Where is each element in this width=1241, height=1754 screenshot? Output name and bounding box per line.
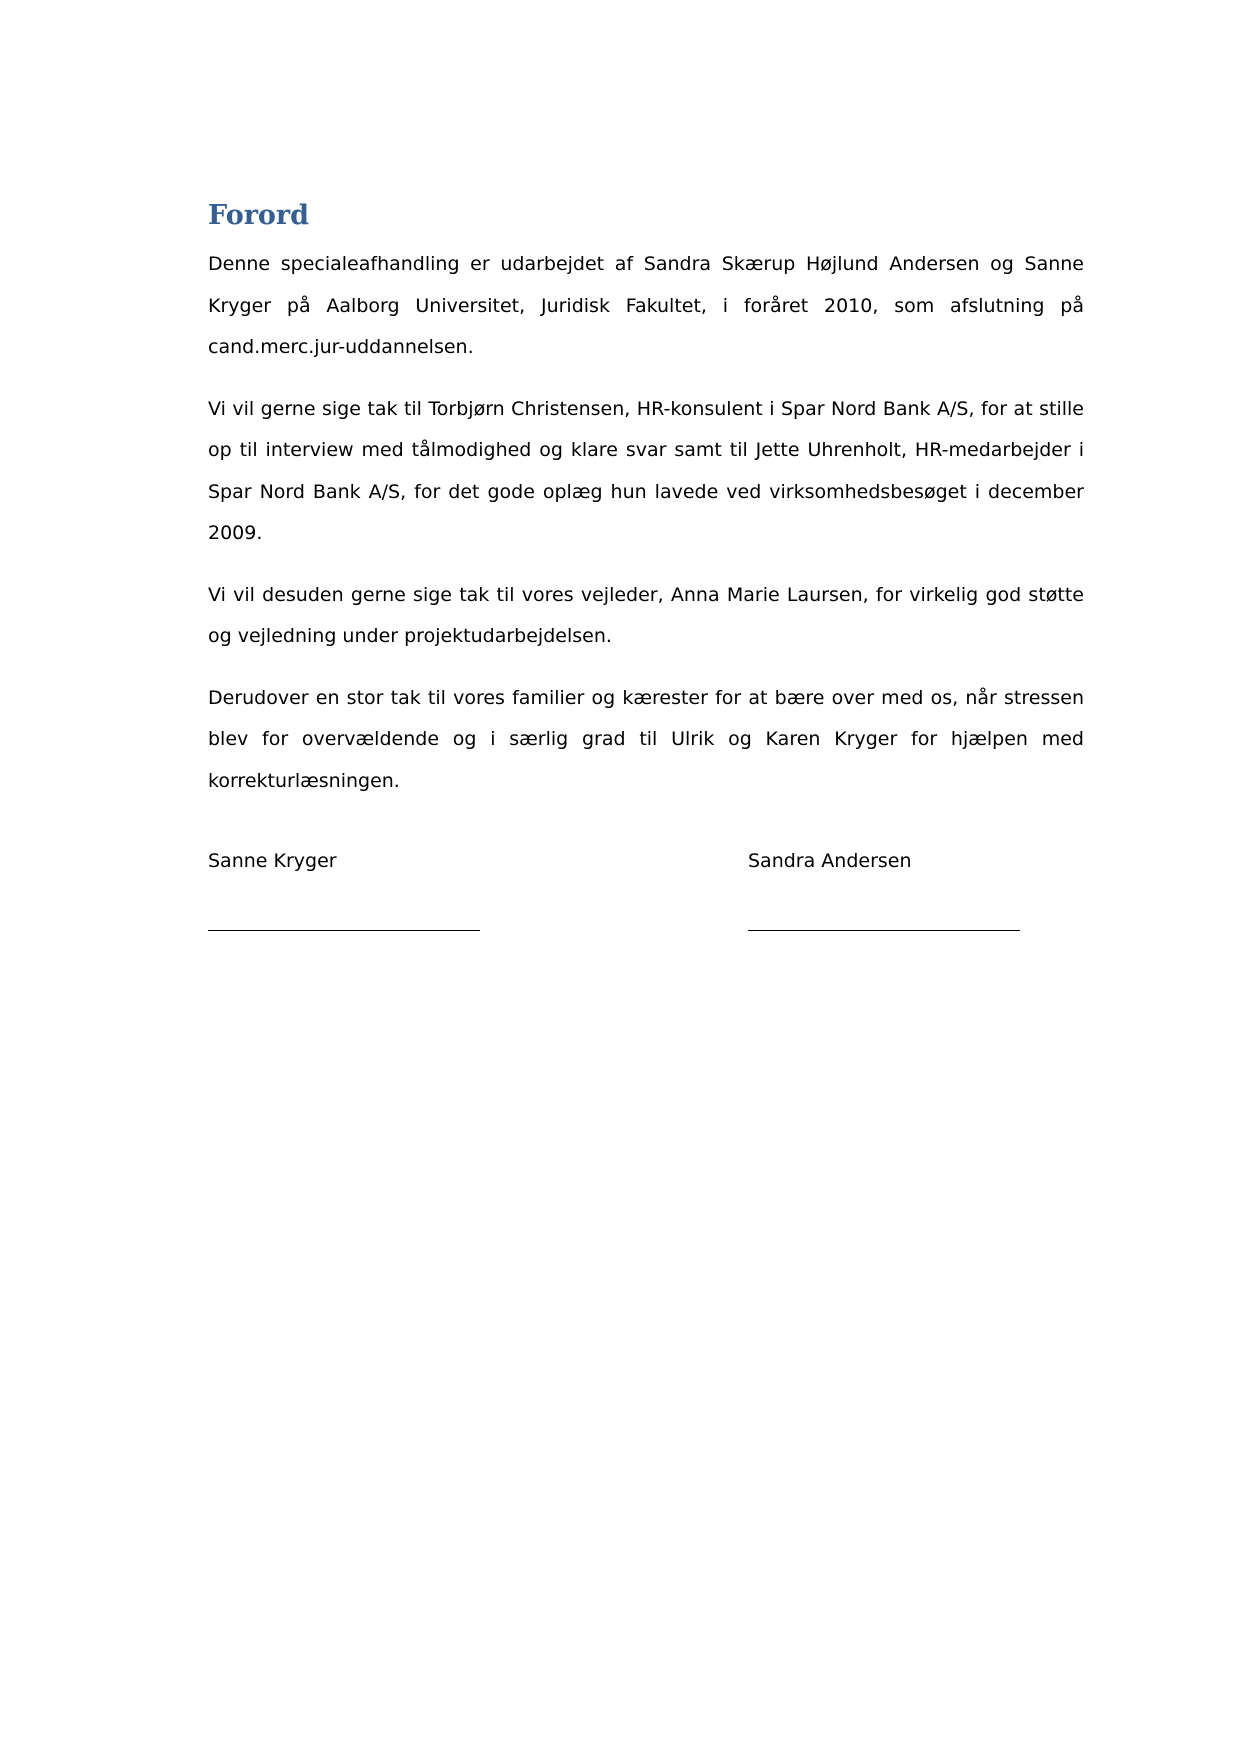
signature-block-left [208,848,508,931]
paragraph-intro: Denne specialeafhandling er udarbejdet af Sandra Skærup Højlund Andersen og Sanne Kryger på Aalborg Universitet, Juridisk Fakultet, i foråret 2010, som afslutning på cand.merc.jur-uddannelsen. [208,253,1084,358]
signature-area [208,848,1084,958]
paragraph-thanks-supervisor: Vi vil desuden gerne sige tak til vores vejleder, Anna Marie Laursen, for virkelig god støtte og vejledning under projektudarbejdelsen. [208,583,1084,647]
signature-line-right [748,930,1020,931]
signature-line-left [208,930,480,931]
signature-name-right: Sandra Andersen [748,850,912,872]
signature-name-left: Sanne Kryger [208,850,337,872]
paragraph-thanks-family: Derudover en stor tak til vores familier og kærester for at bære over med os, når stressen blev for overvældende og i særlig grad til Ulrik og Karen Kryger for hjælpen med korrekturlæsningen. [208,686,1084,792]
preface-section [208,198,1084,822]
page-title: Forord [208,200,310,231]
paragraph-thanks-spar-nord: Vi vil gerne sige tak til Torbjørn Christensen, HR-konsulent i Spar Nord Bank A/S, for at stille op til interview med tålmodighed og klare svar samt til Jette Uhrenholt, HR-medarbejder i Spar Nord Bank A/S, for det gode oplæg hun lavede ved virksomhedsbesøget i december 2009. [208,397,1084,544]
signature-block-right [748,848,1048,931]
